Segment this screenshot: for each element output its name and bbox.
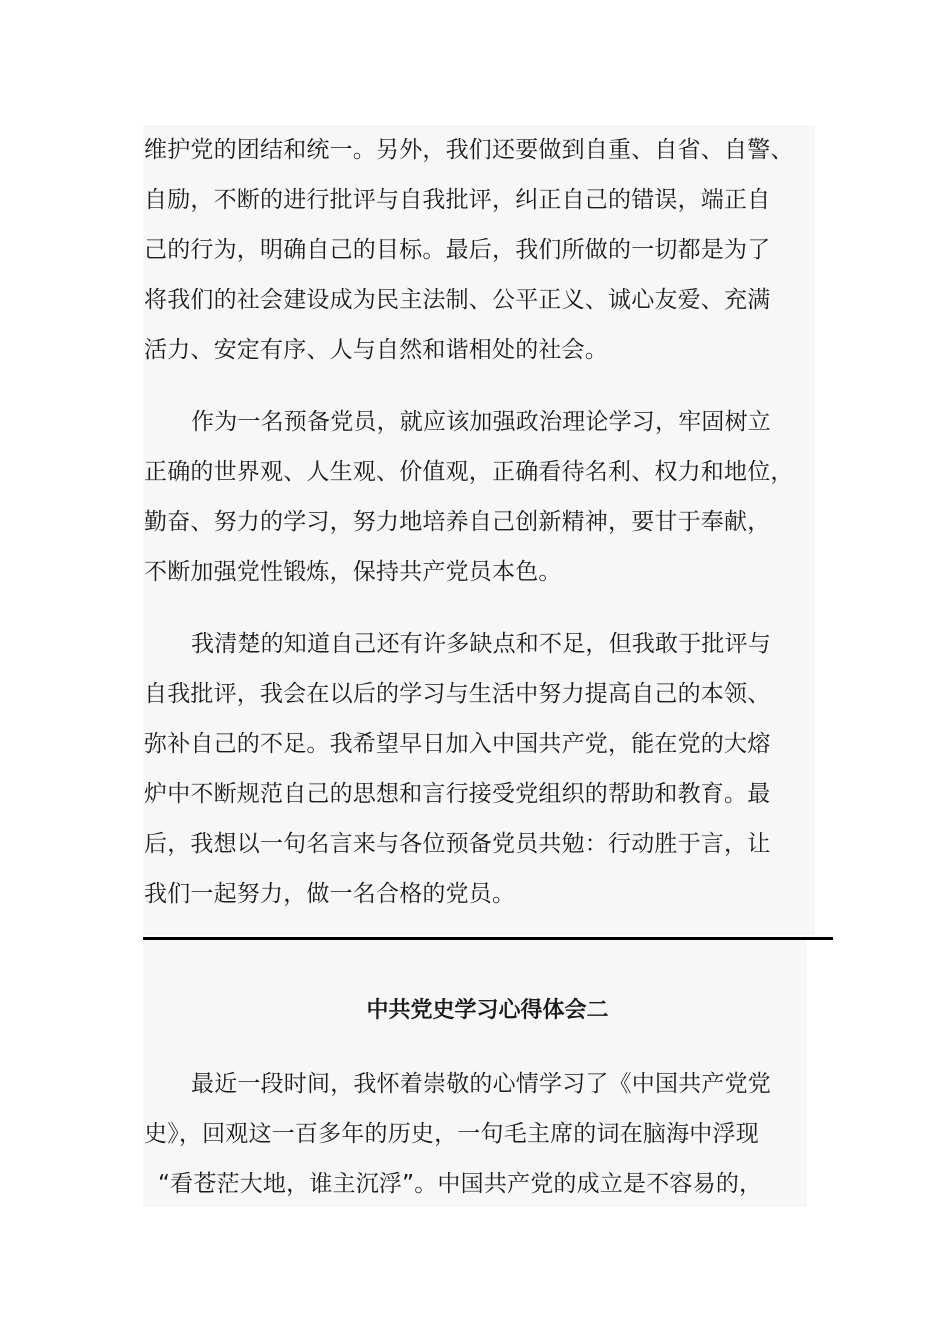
paragraph-line: 我们一起努力，做一名合格的党员。 (144, 881, 516, 907)
paragraph-line: 自我批评，我会在以后的学习与生活中努力提高自己的本领、 (144, 681, 771, 707)
section-title: 中共党史学习心得体会二 (366, 998, 609, 1023)
paragraph-line: 我清楚的知道自己还有许多缺点和不足，但我敢于批评与 (191, 631, 771, 657)
paragraph-line: 作为一名预备党员，就应该加强政治理论学习，牢固树立 (191, 409, 771, 435)
paragraph-line: 史》，回观这一百多年的历史，一句毛主席的词在脑海中浮现 (144, 1121, 759, 1147)
paragraph-line: “看苍茫大地，谁主沉浮”。中国共产党的成立是不容易的， (158, 1171, 763, 1197)
paragraph-line: 维护党的团结和统一。另外，我们还要做到自重、自省、自警、 (144, 137, 794, 163)
section-divider (143, 937, 833, 940)
paragraph-line: 炉中不断规范自己的思想和言行接受党组织的帮助和教育。最 (144, 781, 771, 807)
paragraph-line: 最近一段时间，我怀着崇敬的心情学习了《中国共产党党 (191, 1071, 771, 1097)
paragraph-line: 不断加强党性锻炼，保持共产党员本色。 (144, 559, 562, 585)
paragraph-line: 己的行为，明确自己的目标。最后，我们所做的一切都是为了 (144, 237, 771, 263)
paragraph-line: 勤奋、努力的学习，努力地培养自己创新精神，要甘于奉献， (144, 509, 771, 535)
paragraph-line: 自励，不断的进行批评与自我批评，纠正自己的错误，端正自 (144, 187, 771, 213)
paragraph-line: 后，我想以一句名言来与各位预备党员共勉：行动胜于言，让 (144, 831, 771, 857)
paragraph-line: 弥补自己的不足。我希望早日加入中国共产党，能在党的大熔 (144, 731, 771, 757)
paragraph-line: 将我们的社会建设成为民主法制、公平正义、诚心友爱、充满 (144, 287, 771, 313)
paragraph-line: 正确的世界观、人生观、价值观，正确看待名利、权力和地位， (144, 459, 794, 485)
paragraph-line: 活力、安定有序、人与自然和谐相处的社会。 (144, 337, 608, 363)
